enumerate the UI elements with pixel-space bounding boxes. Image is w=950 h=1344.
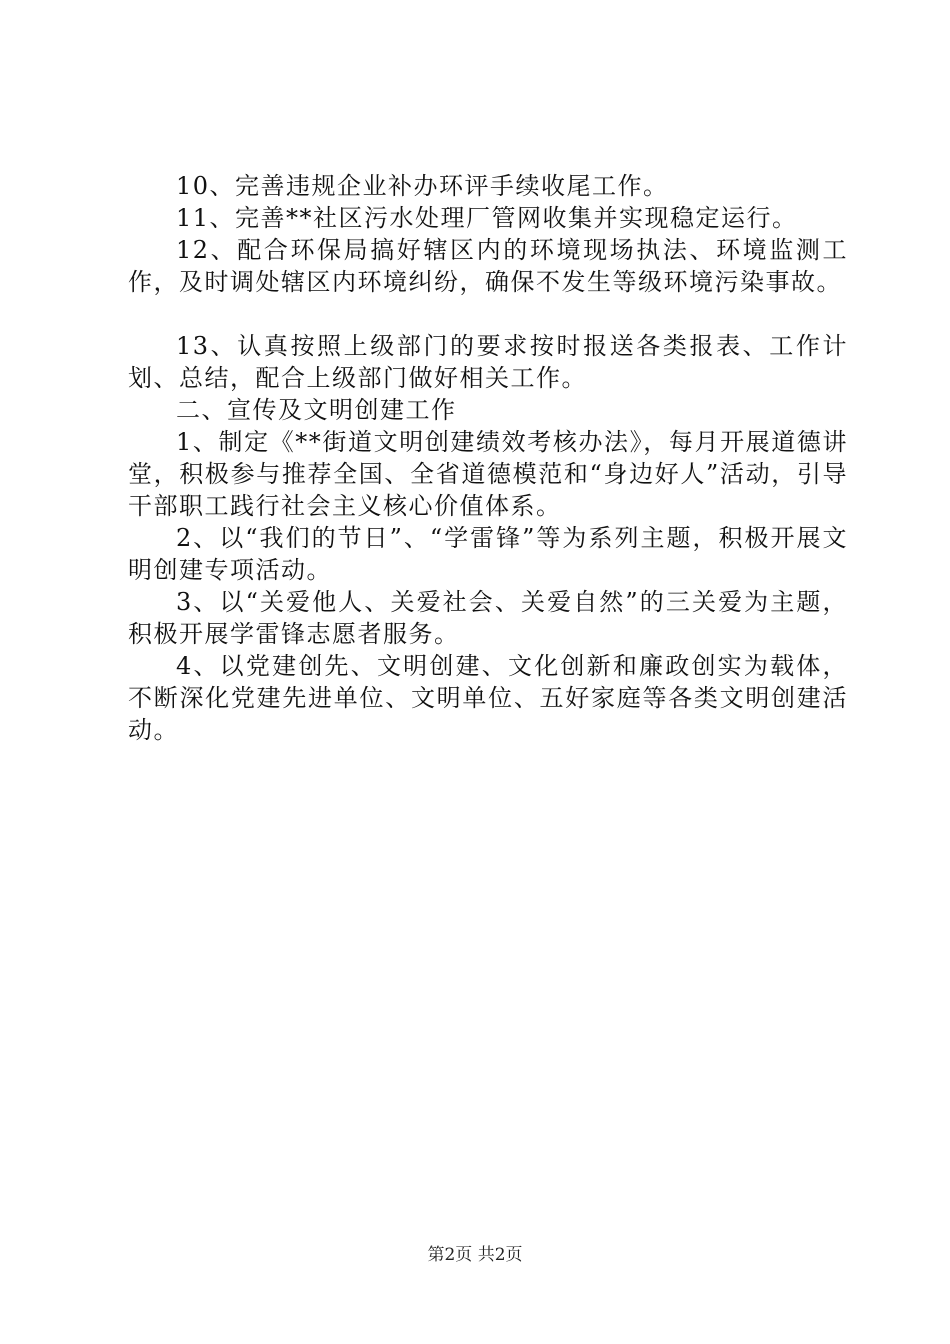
paragraph-item-4: 4、以党建创先、文明创建、文化创新和廉政创实为载体，不断深化党建先进单位、文明单位、五好家庭等各类文明创建活动。 [128,652,848,744]
page-number-footer: 第2页 共2页 [427,1245,523,1265]
paragraph-item-10: 10、完善违规企业补办环评手续收尾工作。 [176,172,669,200]
document-body [128,170,848,746]
paragraph-item-12: 12、配合环保局搞好辖区内的环境现场执法、环境监测工作，及时调处辖区内环境纠纷，确保不发生等级环境污染事故。 [128,236,848,296]
paragraph-item-2: 2、以“我们的节日”、“学雷锋”等为系列主题，积极开展文明创建专项活动。 [128,524,848,584]
section-heading-publicity: 二、宣传及文明创建工作 [176,396,457,424]
paragraph-item-11: 11、完善**社区污水处理厂管网收集并实现稳定运行。 [176,204,798,232]
paragraph-item-3: 3、以“关爱他人、关爱社会、关爱自然”的三关爱为主题，积极开展学雷锋志愿者服务。 [128,588,848,648]
paragraph-item-13: 13、认真按照上级部门的要求按时报送各类报表、工作计划、总结，配合上级部门做好相关工作。 [128,332,848,392]
paragraph-item-1: 1、制定《**街道文明创建绩效考核办法》，每月开展道德讲堂，积极参与推荐全国、全省道德模范和“身边好人”活动，引导干部职工践行社会主义核心价值体系。 [128,428,848,520]
